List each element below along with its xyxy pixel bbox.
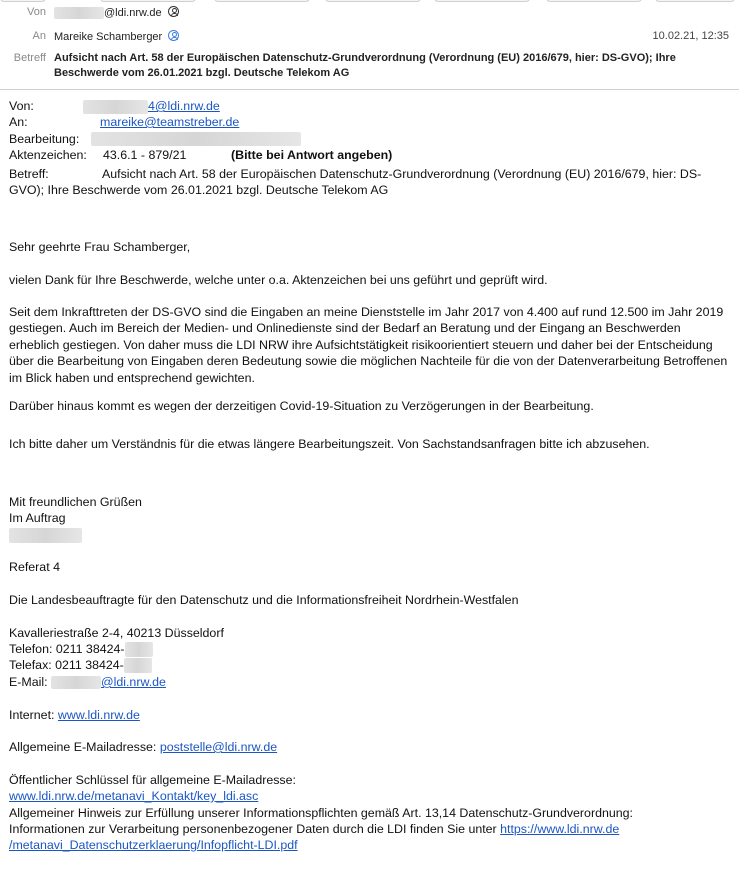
meta-to-link[interactable]: mareike@teamstreber.de bbox=[100, 115, 240, 129]
to-name: Mareike Schamberger bbox=[54, 31, 163, 43]
meta-from-label: Von: bbox=[9, 99, 34, 113]
from-label: Von bbox=[27, 6, 46, 18]
meta-to bbox=[9, 114, 240, 130]
pubkey-label: Öffentlicher Schlüssel für allgemeine E-Mailadresse: bbox=[9, 773, 296, 787]
email bbox=[9, 674, 166, 690]
redacted-block bbox=[83, 100, 148, 114]
department: Referat 4 bbox=[9, 560, 60, 574]
subject-label: Betreff bbox=[13, 52, 46, 64]
message-date: 10.02.21, 12:35 bbox=[652, 30, 729, 42]
redacted-block bbox=[9, 528, 82, 543]
phone-text: Telefon: 0211 38424- bbox=[9, 642, 125, 656]
from-domain: @ldi.nrw.de bbox=[104, 7, 162, 19]
from-address[interactable] bbox=[54, 6, 179, 19]
general-email-label: Allgemeine E-Mailadresse: bbox=[9, 740, 157, 754]
redacted-block bbox=[125, 642, 153, 657]
notice-line-3 bbox=[9, 837, 298, 853]
internet-link[interactable]: www.ldi.nrw.de bbox=[57, 708, 140, 722]
address: Kavalleriestraße 2-4, 40213 Düsseldorf bbox=[9, 626, 224, 640]
meta-case-note: (Bitte bei Antwort angeben) bbox=[231, 148, 393, 162]
internet-label: Internet: bbox=[9, 708, 55, 722]
notice-link-continued[interactable]: /metanavi_Datenschutzerklaerung/Infopflicht-LDI.pdf bbox=[9, 838, 298, 852]
general-email-link[interactable]: poststelle@ldi.nrw.de bbox=[159, 740, 278, 754]
paragraph: vielen Dank für Ihre Beschwerde, welche unter o.a. Aktenzeichen bei uns geführt und geprüft wird. bbox=[9, 273, 548, 287]
meta-from bbox=[9, 98, 220, 114]
general-email bbox=[9, 739, 277, 755]
meta-subject-label: Betreff: bbox=[9, 167, 49, 181]
pubkey-link[interactable]: www.ldi.nrw.de/metanavi_Kontakt/key_ldi.asc bbox=[9, 789, 259, 803]
meta-case bbox=[9, 147, 393, 163]
closing: Mit freundlichen Grüßen bbox=[9, 495, 142, 509]
fax bbox=[9, 657, 152, 673]
toolbar-edge bbox=[0, 0, 739, 3]
fax-text: Telefax: 0211 38424- bbox=[9, 658, 124, 672]
meta-case-label: Aktenzeichen: bbox=[9, 148, 87, 162]
paragraph: Ich bitte daher um Verständnis für die etwas längere Bearbeitungszeit. Von Sachstandsanfragen bitte ich abzusehen. bbox=[9, 437, 650, 451]
notice-link[interactable]: https://www.ldi.nrw.de bbox=[500, 822, 620, 836]
contact-icon[interactable] bbox=[168, 6, 179, 17]
redacted-block bbox=[54, 7, 104, 19]
to-label: An bbox=[32, 30, 46, 42]
internet bbox=[9, 707, 140, 723]
redacted-block bbox=[51, 676, 101, 689]
header-divider bbox=[0, 89, 739, 90]
paragraph: Darüber hinaus kommt es wegen der derzeitigen Covid-19-Situation zu Verzögerungen in der Bearbeitung. bbox=[9, 399, 594, 413]
pubkey bbox=[9, 788, 258, 804]
paragraph: Seit dem Inkrafttreten der DS-GVO sind die Eingaben an meine Dienststelle im Jahr 2017 von 4.400 auf rund 12.500 im Jahr 2019 gestiegen. Auch im Bereich der Medien- und Onlinedienste sind der Bedarf an Beratung und der Eingang an Beschwerden erheblich gestiegen. Von daher muss die LDI NRW ihre Aufsichtstätigkeit risikoorientiert steuern und daher bei der Entscheidung über die Bearbeitung von Eingaben deren Bedeutung sowie die möglichen Nachteile für die von der Datenverarbeitung Betroffenen im Blick haben und entsprechend gewichten. bbox=[9, 305, 728, 385]
meta-case-value: 43.6.1 - 879/21 bbox=[103, 148, 187, 162]
organization: Die Landesbeauftragte für den Datenschutz und die Informationsfreiheit Nordrhein-Westfalen bbox=[9, 593, 519, 607]
meta-to-label: An: bbox=[9, 115, 28, 129]
meta-processing bbox=[9, 131, 79, 147]
meta-from-link[interactable]: 4@ldi.nrw.de bbox=[148, 99, 220, 113]
to-address[interactable] bbox=[54, 30, 179, 43]
meta-processing-label: Bearbeitung: bbox=[9, 132, 80, 146]
contact-icon[interactable] bbox=[168, 30, 179, 41]
notice-text: Informationen zur Verarbeitung personenbezogener Daten durch die LDI finden Sie unter bbox=[9, 822, 501, 836]
on-behalf: Im Auftrag bbox=[9, 511, 66, 525]
message-header bbox=[0, 0, 739, 88]
email-link[interactable]: @ldi.nrw.de bbox=[101, 675, 166, 689]
email-label: E-Mail: bbox=[9, 675, 48, 689]
redacted-block bbox=[91, 132, 301, 146]
notice-line-1: Allgemeiner Hinweis zur Erfüllung unserer Informationspflichten gemäß Art. 13,14 Datenschutz-Grundverordnung: bbox=[9, 806, 633, 820]
phone bbox=[9, 641, 153, 657]
meta-subject-value: Aufsicht nach Art. 58 der Europäischen Datenschutz-Grundverordnung (Verordnung (EU) 2016/679, hier: DS-GVO); Ihre Beschwerde vom 26.01.2021 bzgl. Deutsche Telekom AG bbox=[9, 167, 702, 198]
redacted-block bbox=[124, 658, 152, 673]
message-subject: Aufsicht nach Art. 58 der Europäischen Datenschutz-Grundverordnung (Verordnung (EU) 2016/679, hier: DS-GVO); Ihre Beschwerde vom 26.01.2021 bzgl. Deutsche Telekom AG bbox=[54, 52, 676, 79]
notice-line-2 bbox=[9, 821, 619, 837]
greeting: Sehr geehrte Frau Schamberger, bbox=[9, 240, 191, 254]
meta-subject bbox=[9, 166, 731, 199]
